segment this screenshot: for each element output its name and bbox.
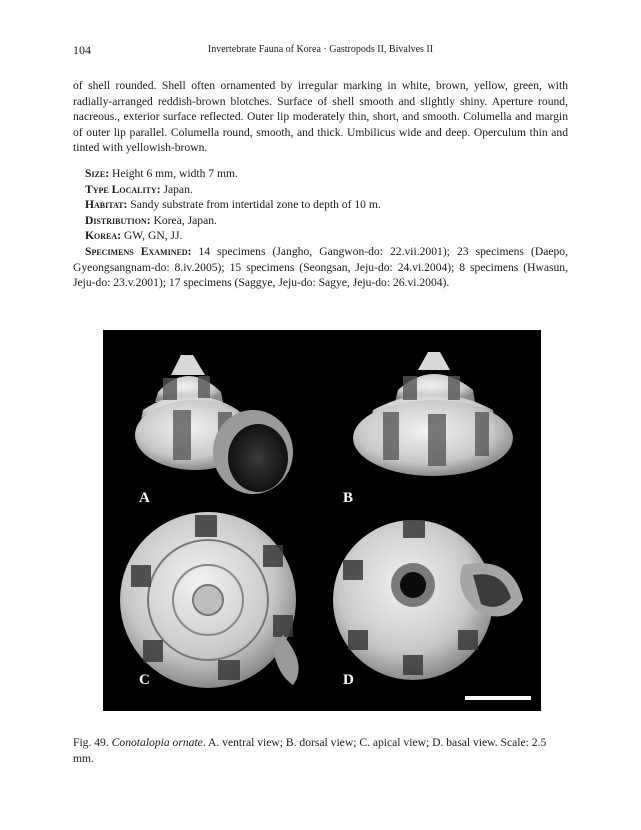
- entry-type-locality: [73, 182, 568, 198]
- caption-text: . A. ventral view; B. dorsal view; C. apical view; D. basal view. Scale: 2.5 mm.: [73, 736, 547, 765]
- entry-label: Specimens Examined:: [85, 244, 192, 258]
- page-header: [73, 43, 568, 59]
- entry-label: Type Locality:: [85, 182, 161, 196]
- shell-d-basal: [333, 520, 523, 680]
- shell-figure: [103, 330, 541, 711]
- scale-bar: [465, 696, 531, 700]
- caption-prefix: Fig. 49.: [73, 736, 109, 749]
- running-title: Invertebrate Fauna of Korea · Gastropods II, Bivalves II: [207, 44, 434, 55]
- panel-label-d: D: [343, 672, 354, 688]
- panel-label-b: B: [343, 490, 354, 506]
- panel-label-c: C: [139, 672, 150, 688]
- entry-label: Korea:: [85, 229, 121, 243]
- caption-species: Conotalopia ornate: [111, 736, 203, 749]
- page-number: 104: [73, 43, 91, 57]
- figure-caption: [73, 735, 568, 766]
- entry-label: Distribution:: [85, 213, 151, 227]
- panel-label-a: A: [139, 490, 150, 506]
- shell-photographs: [103, 330, 541, 711]
- shell-c-apical: [120, 512, 299, 688]
- entry-text: GW, GN, JJ.: [121, 229, 183, 243]
- entry-korea: [73, 228, 568, 244]
- entry-specimens-examined: [73, 244, 568, 291]
- shell-a-ventral: [135, 355, 293, 494]
- description-paragraph: of shell rounded. Shell often ornamented by irregular marking in white, brown, yellow, green, with radially-arranged reddish-brown blotches. Surface of shell smooth and slightly shiny. Aperture round, nacreous., exterior surface reflected. Outer lip moderately thin, short, and smooth. Columella and margin of outer lip parallel. Columella round, smooth, and thick. Umbilicus wide and deep. Operculum thin and tinted with yellowish-brown.: [73, 79, 568, 155]
- entry-habitat: [73, 197, 568, 213]
- entry-text: 14 specimens (Jangho, Gangwon-do: 22.vii.2001); 23 specimens (Daepo, Gyeongsangnam-do: 8.iv.2005); 15 specimens (Seongsan, Jeju-do: 24.vi.2004); 8 specimens (Hwasun, Jeju-do: 23.v.2001); 17 specimens (Saggye, Jeju-do: Sagye, Jeju-do: 26.vi.2004).: [73, 244, 568, 290]
- entry-distribution: [73, 213, 568, 229]
- entry-label: Size:: [85, 167, 110, 180]
- species-entries: [73, 166, 568, 291]
- entry-size: [73, 166, 568, 182]
- entry-label: Habitat:: [85, 198, 128, 212]
- entry-text: Height 6 mm, width 7 mm.: [109, 167, 238, 180]
- entry-text: Japan.: [160, 182, 193, 196]
- shell-b-dorsal: [353, 352, 513, 476]
- entry-text: Korea, Japan.: [150, 213, 217, 227]
- description-text: [73, 78, 568, 156]
- entry-text: Sandy substrate from intertidal zone to depth of 10 m.: [127, 198, 381, 212]
